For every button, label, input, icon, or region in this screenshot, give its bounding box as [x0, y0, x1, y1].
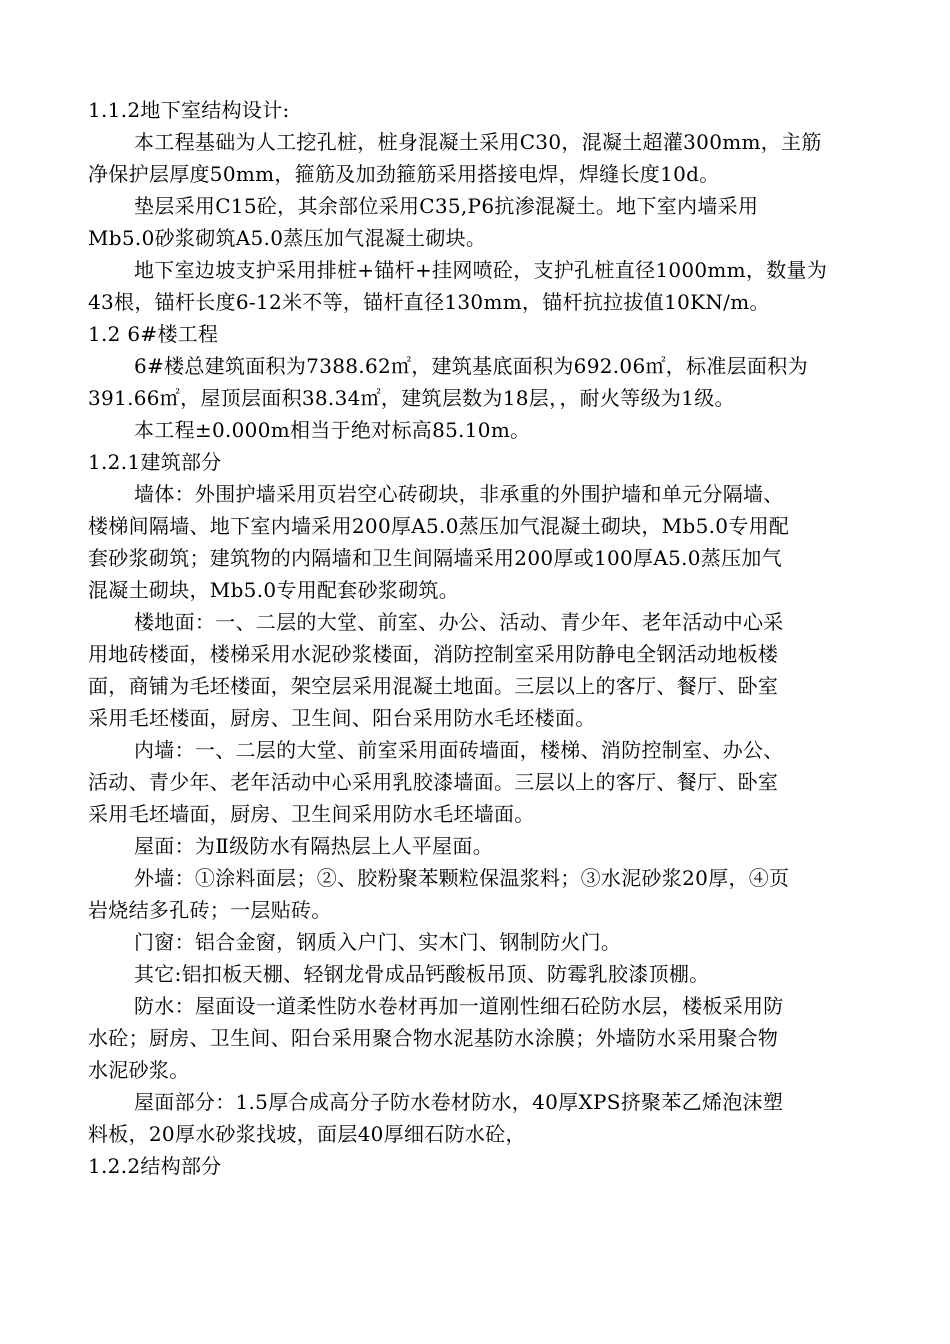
- paragraph-line: 用地砖楼面，楼梯采用水泥砂浆楼面，消防控制室采用防静电全钢活动地板楼: [88, 642, 779, 666]
- paragraph-first-line: 地下室边坡支护采用排桩+锚杆+挂网喷砼，支护孔桩直径1000mm，数量为: [134, 258, 828, 282]
- paragraph-first-line: 屋面部分：1.5厚合成高分子防水卷材防水，40厚XPS挤聚苯乙烯泡沫塑: [134, 1090, 784, 1114]
- section-heading: 1.2 6#楼工程: [88, 322, 219, 346]
- paragraph-line: Mb5.0砂浆砌筑A5.0蒸压加气混凝土砌块。: [88, 226, 487, 250]
- paragraph-first-line: 防水：屋面设一道柔性防水卷材再加一道刚性细石砼防水层，楼板采用防: [134, 994, 784, 1018]
- paragraph-line: 面，商铺为毛坯楼面，架空层采用混凝土地面。三层以上的客厅、餐厅、卧室: [88, 674, 779, 698]
- section-heading: 1.2.1建筑部分: [88, 450, 222, 474]
- paragraph-first-line: 墙体：外围护墙采用页岩空心砖砌块，非承重的外围护墙和单元分隔墙、: [134, 482, 784, 506]
- paragraph-first-line: 楼地面：一、二层的大堂、前室、办公、活动、青少年、老年活动中心采: [134, 610, 784, 634]
- paragraph-line: 43根，锚杆长度6-12米不等，锚杆直径130mm，锚杆抗拉拔值10KN/m。: [88, 290, 770, 314]
- paragraph-line: 采用毛坯墙面，厨房、卫生间采用防水毛坯墙面。: [88, 802, 535, 826]
- paragraph-line: 料板，20厚水砂浆找坡，面层40厚细石防水砼，: [88, 1122, 526, 1146]
- paragraph-first-line: 6#楼总建筑面积为7388.62㎡，建筑基底面积为692.06㎡，标准层面积为: [134, 354, 808, 378]
- paragraph-first-line: 本工程±0.000m相当于绝对标高85.10m。: [134, 418, 531, 442]
- paragraph-line: 净保护层厚度50mm，箍筋及加劲箍筋采用搭接电焊，焊缝长度10d。: [88, 162, 720, 186]
- document-page: [88, 94, 864, 1182]
- paragraph-first-line: 其它:铝扣板天棚、轻钢龙骨成品钙酸板吊顶、防霉乳胶漆顶棚。: [134, 962, 710, 986]
- paragraph-first-line: 门窗：铝合金窗，钢质入户门、实木门、钢制防火门。: [134, 930, 622, 954]
- paragraph-first-line: 本工程基础为人工挖孔桩，桩身混凝土采用C30，混凝土超灌300mm，主筋: [134, 130, 822, 154]
- paragraph-first-line: 垫层采用C15砼，其余部位采用C35,P6抗渗混凝土。地下室内墙采用: [134, 194, 759, 218]
- paragraph-line: 楼梯间隔墙、地下室内墙采用200厚A5.0蒸压加气混凝土砌块，Mb5.0专用配: [88, 514, 790, 538]
- paragraph-line: 水泥砂浆。: [88, 1058, 190, 1082]
- paragraph-first-line: 外墙：①涂料面层；②、胶粉聚苯颗粒保温浆料；③水泥砂浆20厚，④页: [134, 866, 790, 890]
- paragraph-first-line: 内墙：一、二层的大堂、前室采用面砖墙面，楼梯、消防控制室、办公、: [134, 738, 784, 762]
- paragraph-line: 混凝土砌块，Mb5.0专用配套砂浆砌筑。: [88, 578, 460, 602]
- paragraph-line: 套砂浆砌筑；建筑物的内隔墙和卫生间隔墙采用200厚或100厚A5.0蒸压加气: [88, 546, 782, 570]
- paragraph-first-line: 屋面：为Ⅱ级防水有隔热层上人平屋面。: [134, 834, 493, 858]
- paragraph-line: 水砼；厨房、卫生间、阳台采用聚合物水泥基防水涂膜；外墙防水采用聚合物: [88, 1026, 779, 1050]
- paragraph-line: 岩烧结多孔砖；一层贴砖。: [88, 898, 332, 922]
- paragraph-line: 活动、青少年、老年活动中心采用乳胶漆墙面。三层以上的客厅、餐厅、卧室: [88, 770, 779, 794]
- paragraph-line: 391.66㎡，屋顶层面积38.34㎡，建筑层数为18层，，耐火等级为1级。: [88, 386, 735, 410]
- section-heading: 1.1.2地下室结构设计:: [88, 98, 290, 122]
- paragraph-line: 采用毛坯楼面，厨房、卫生间、阳台采用防水毛坯楼面。: [88, 706, 596, 730]
- section-heading: 1.2.2结构部分: [88, 1154, 222, 1178]
